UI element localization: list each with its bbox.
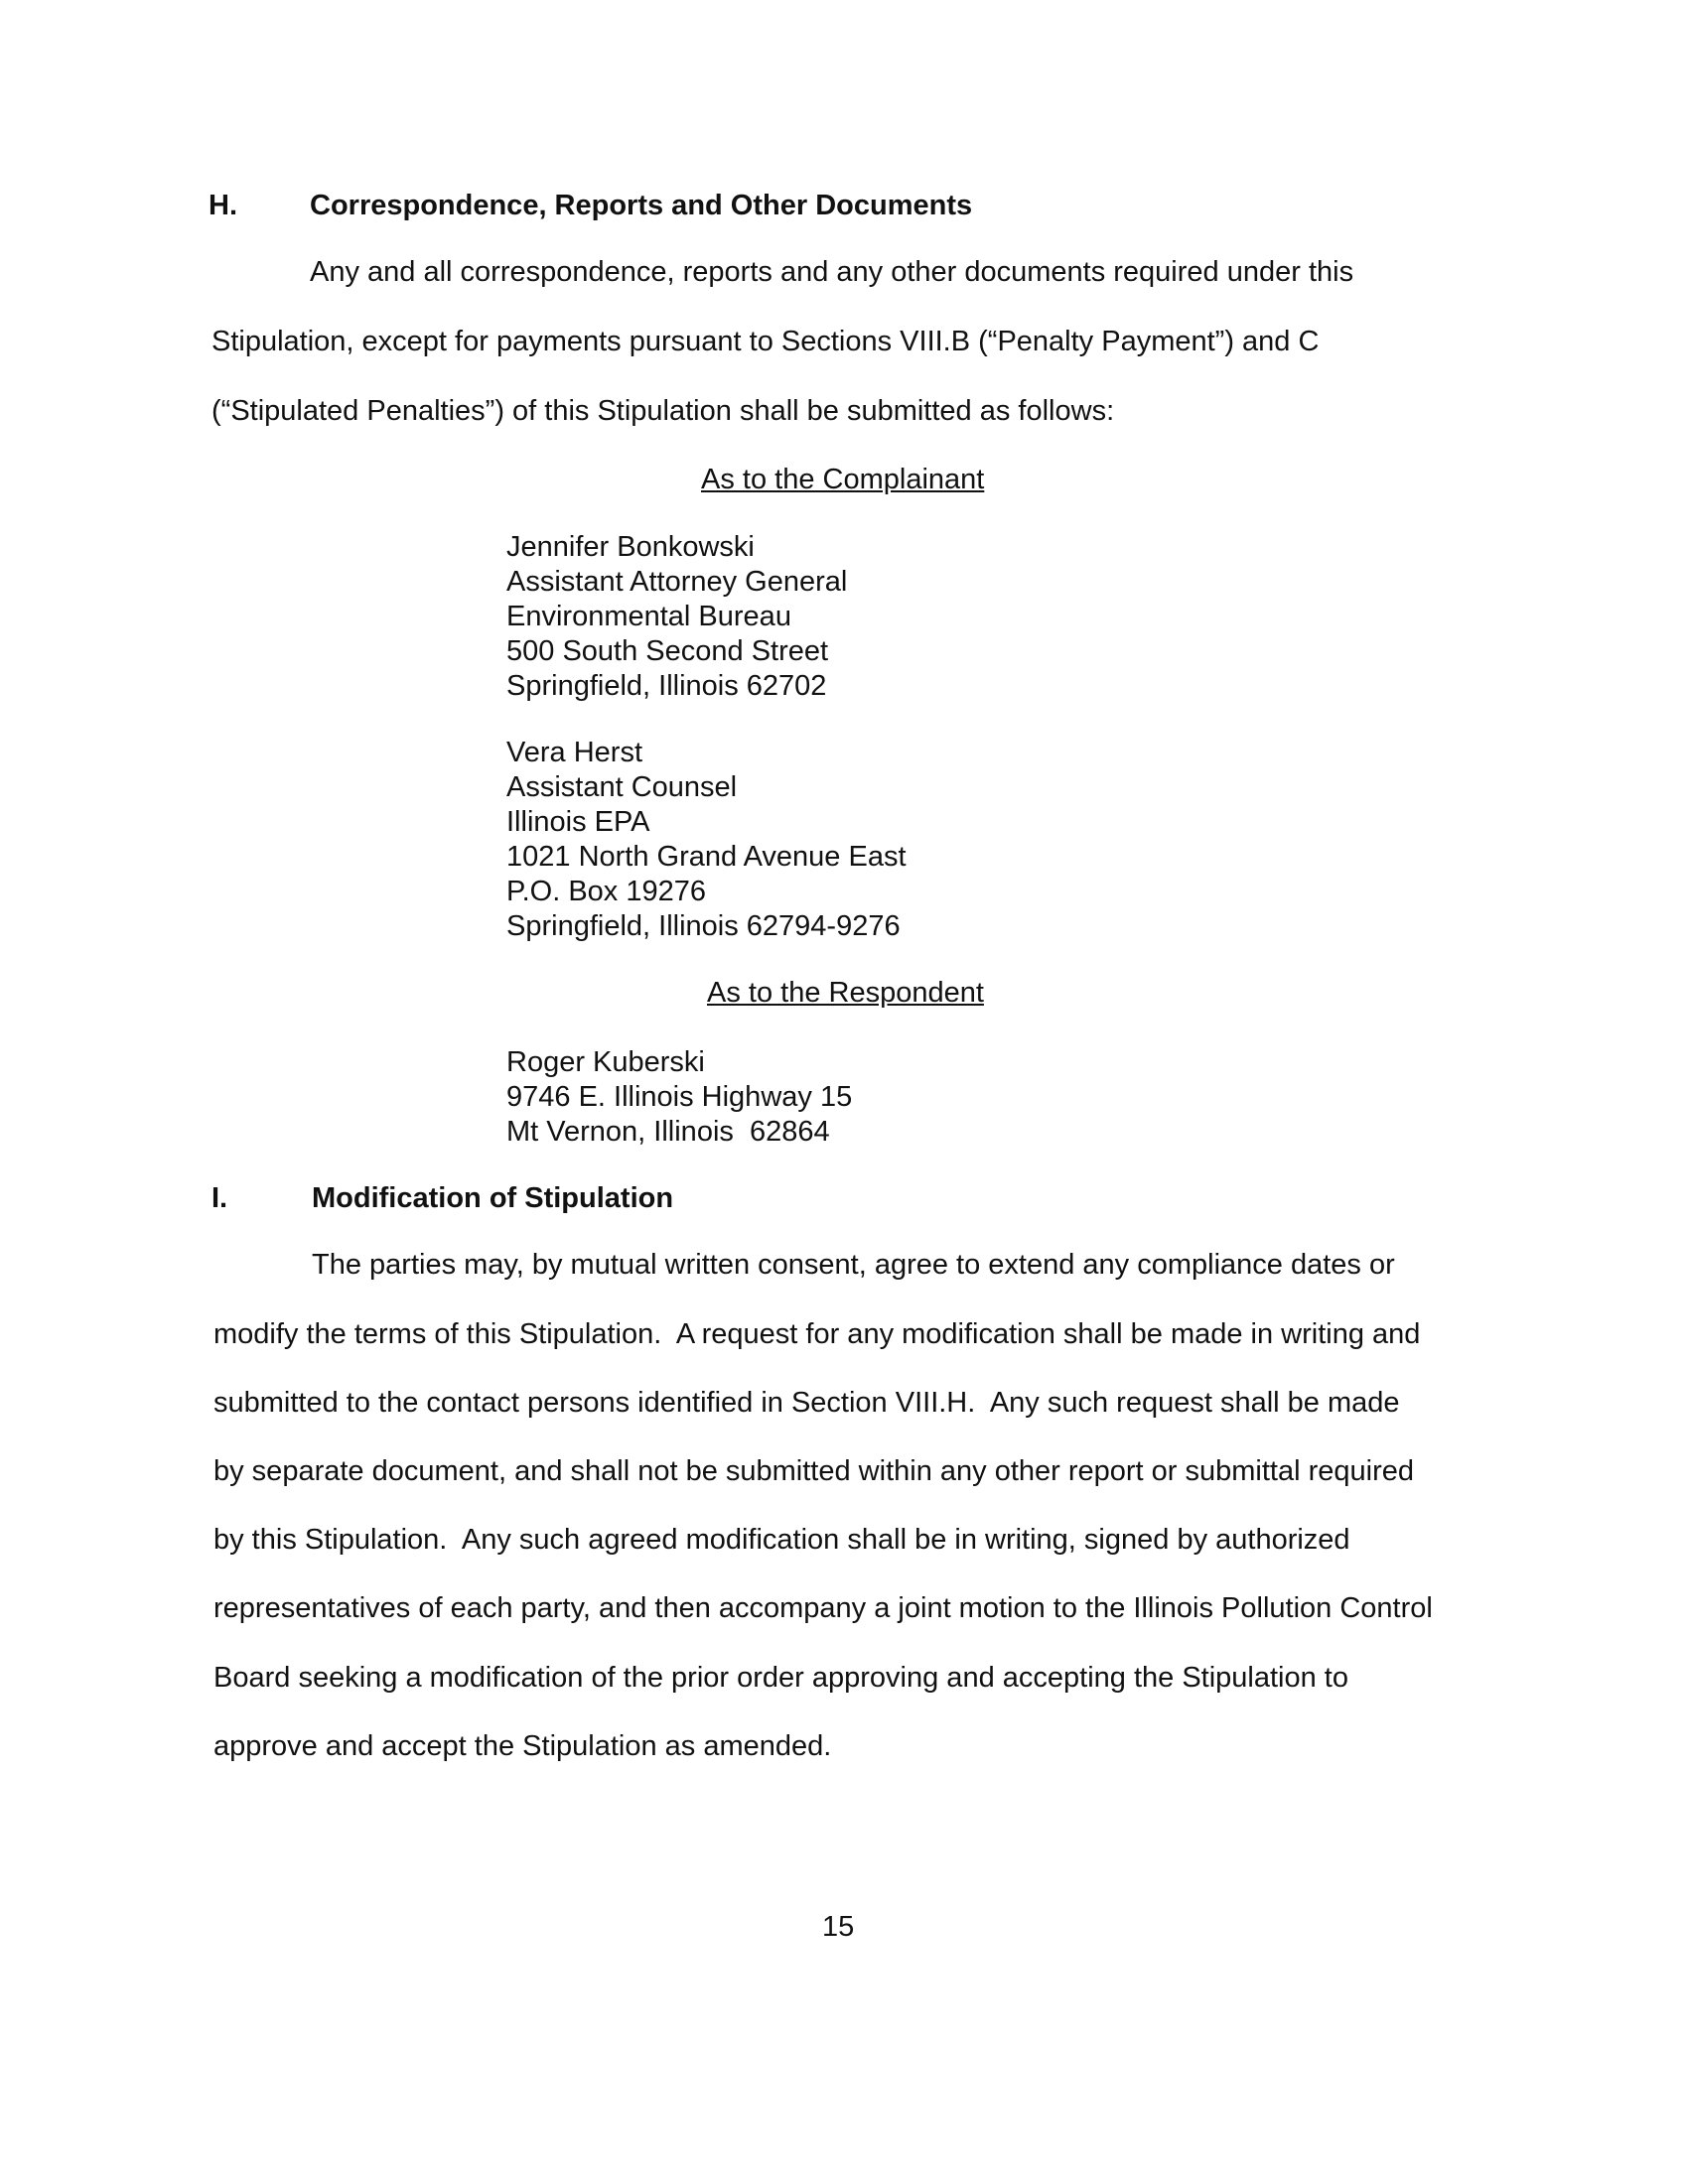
section-h-paragraph-line: Stipulation, except for payments pursuant to Sections VIII.B (“Penalty Payment”) and C [211,326,1320,357]
contact-city: Mt Vernon, Illinois 62864 [506,1116,830,1148]
contact-street: 500 South Second Street [506,635,829,667]
section-i-title: Modification of Stipulation [312,1182,674,1214]
contact-street: 1021 North Grand Avenue East [506,841,907,873]
complainant-contact-block [506,736,907,944]
page-number: 15 [822,1911,855,1943]
respondent-contact-block [506,1045,852,1150]
contact-street: 9746 E. Illinois Highway 15 [506,1081,853,1113]
section-h-letter: H. [209,190,237,221]
section-i-letter: I. [211,1182,228,1214]
complainant-heading: As to the Complainant [701,464,985,495]
contact-city: Springfield, Illinois 62702 [506,670,827,702]
contact-city: Springfield, Illinois 62794-9276 [506,910,901,942]
contact-title: Assistant Counsel [506,771,738,803]
section-i-paragraph-line: The parties may, by mutual written consent, agree to extend any compliance dates or [312,1249,1395,1281]
complainant-contact-block [506,530,847,704]
contact-po-box: P.O. Box 19276 [506,876,707,907]
section-h-title: Correspondence, Reports and Other Documents [310,190,973,221]
section-i-paragraph-line: by separate document, and shall not be submitted within any other report or submittal required [213,1455,1415,1487]
contact-department: Environmental Bureau [506,601,791,632]
contact-title: Assistant Attorney General [506,566,848,598]
section-h-paragraph-line: Any and all correspondence, reports and any other documents required under this [310,256,1354,288]
contact-name: Vera Herst [506,737,642,768]
section-i-paragraph-line: approve and accept the Stipulation as amended. [213,1730,832,1762]
section-i-paragraph-line: representatives of each party, and then accompany a joint motion to the Illinois Pollution Control [213,1592,1433,1624]
section-i-paragraph-line: submitted to the contact persons identified in Section VIII.H. Any such request shall be made [213,1387,1400,1419]
section-i-paragraph-line: modify the terms of this Stipulation. A request for any modification shall be made in writing and [213,1318,1421,1350]
section-i-paragraph-line: Board seeking a modification of the prior order approving and accepting the Stipulation to [213,1662,1348,1694]
contact-name: Jennifer Bonkowski [506,531,755,563]
contact-department: Illinois EPA [506,806,650,838]
contact-name: Roger Kuberski [506,1046,705,1078]
respondent-heading: As to the Respondent [707,977,984,1009]
section-h-paragraph-line: (“Stipulated Penalties”) of this Stipulation shall be submitted as follows: [211,395,1115,427]
section-i-paragraph-line: by this Stipulation. Any such agreed modification shall be in writing, signed by authorized [213,1524,1350,1556]
